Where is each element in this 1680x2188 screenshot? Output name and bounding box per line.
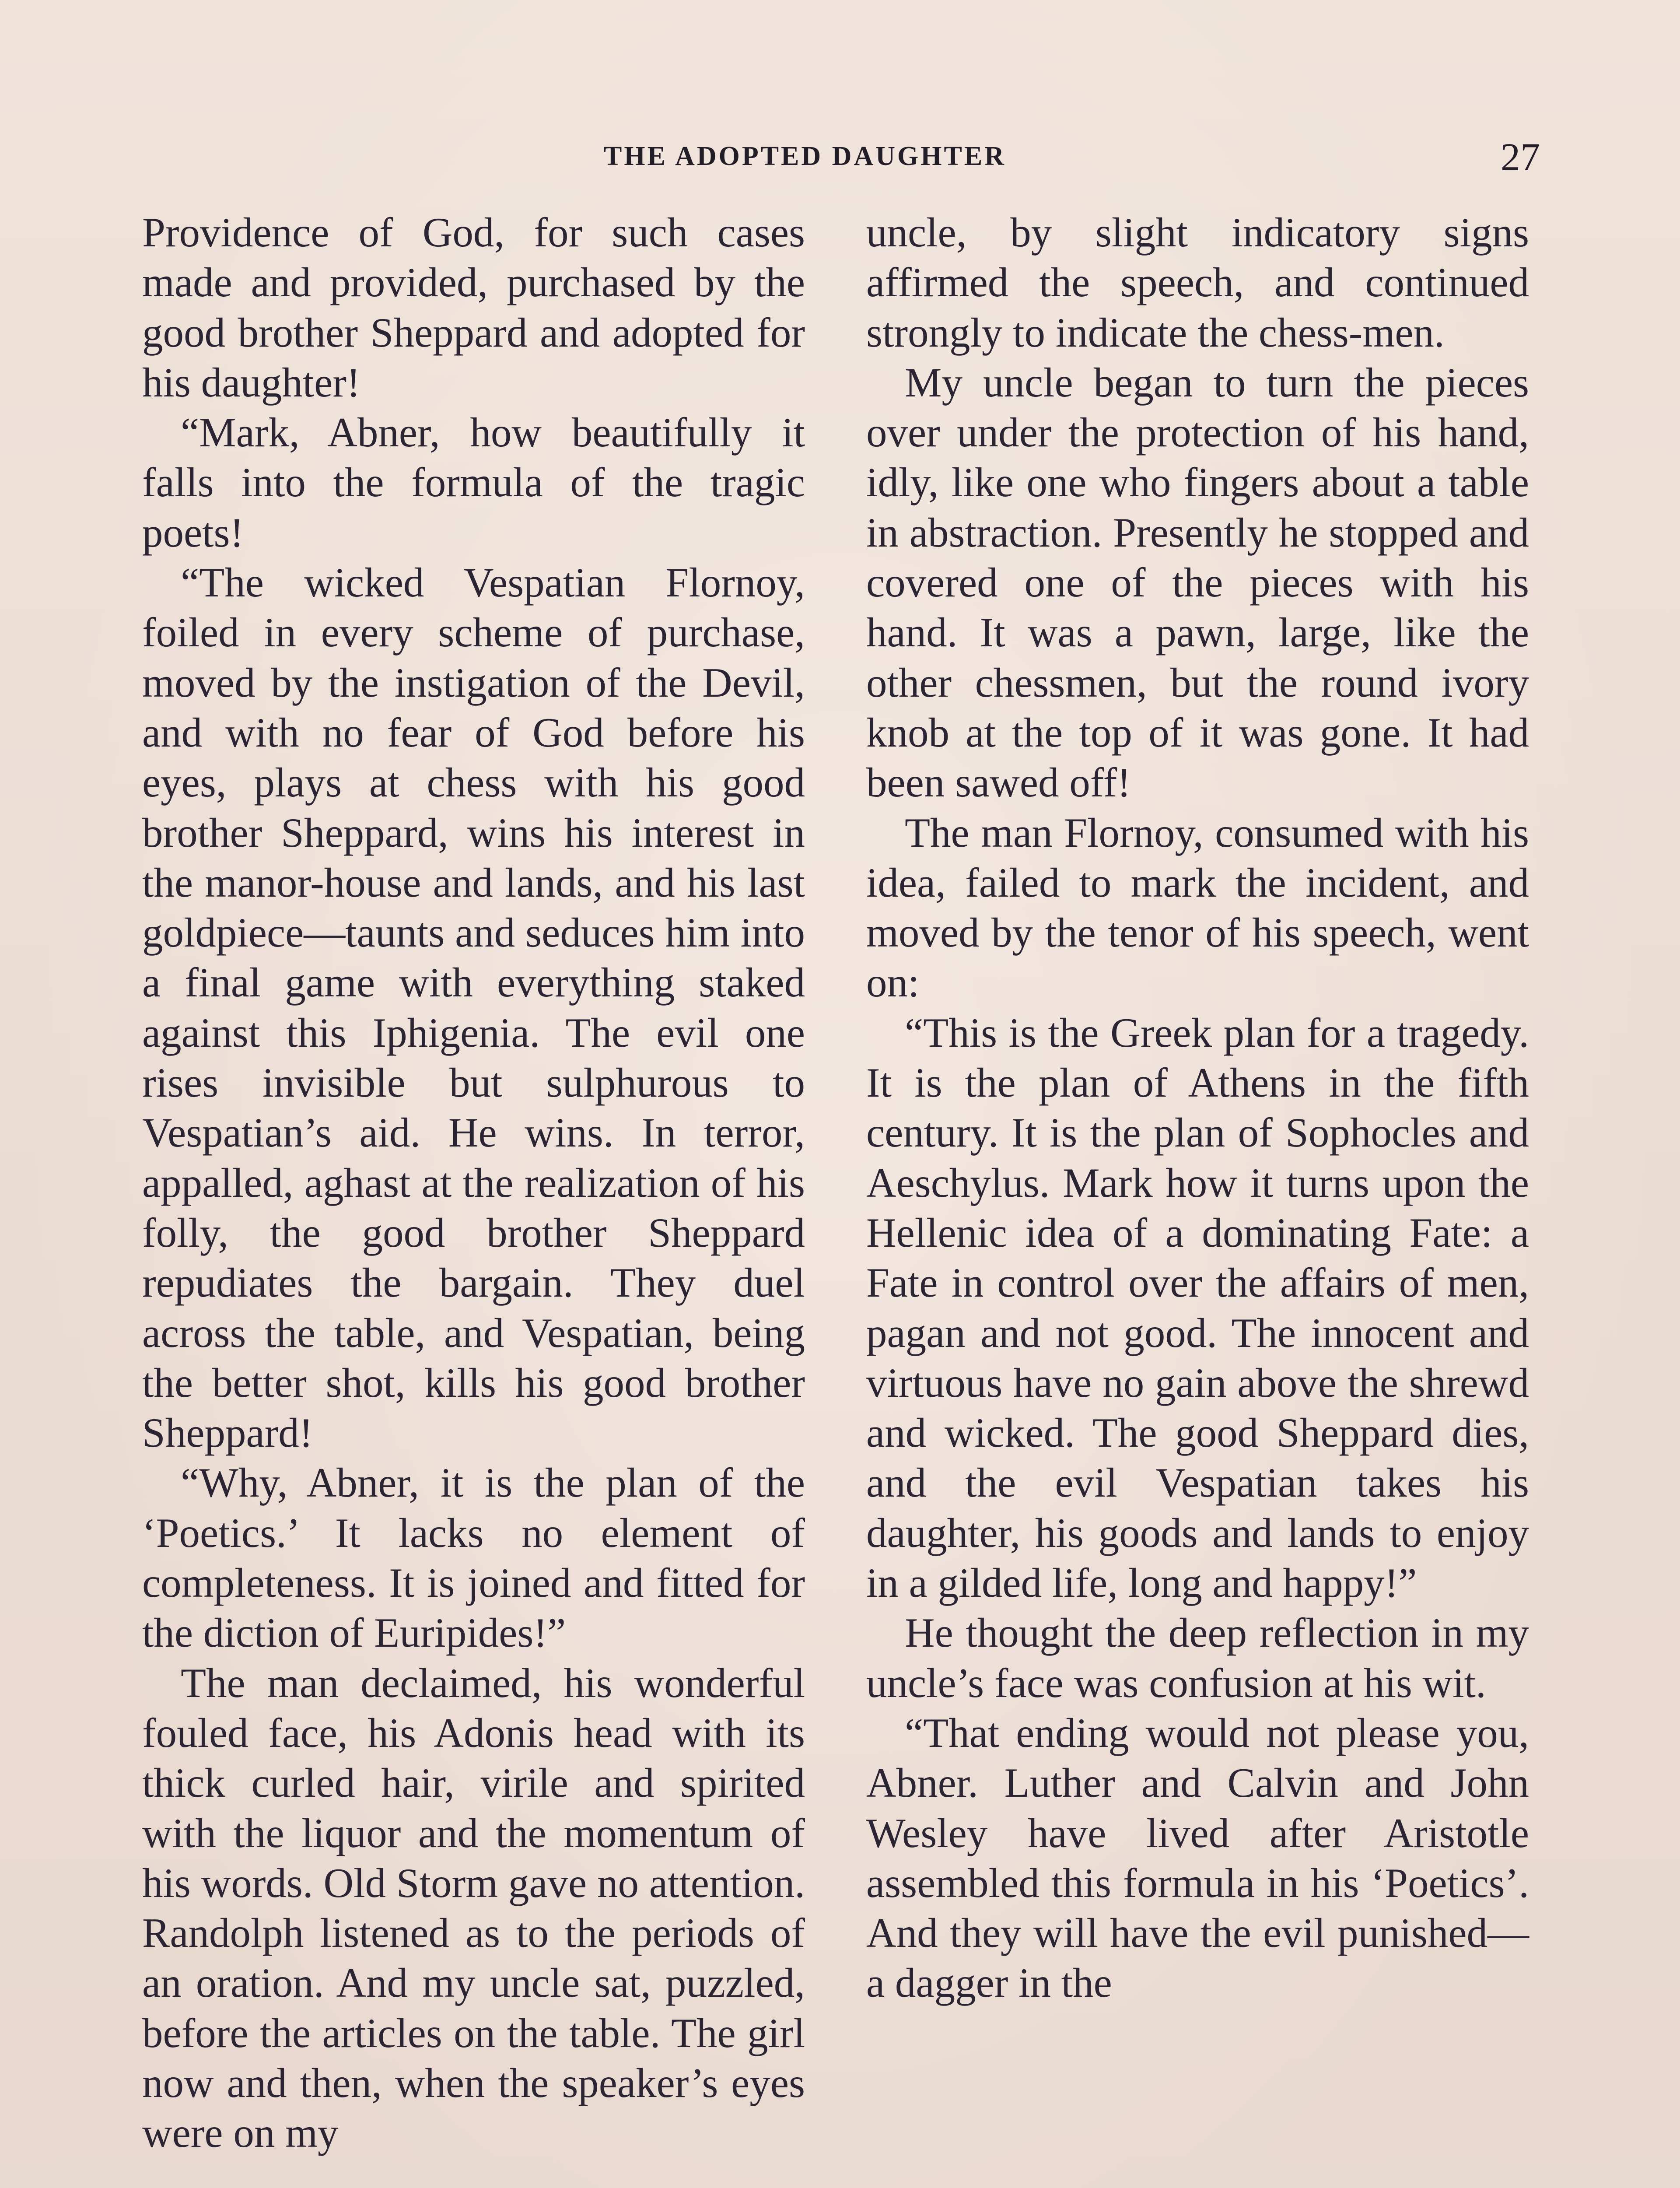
paragraph: My uncle began to turn the pieces over under the protection of his hand, idly, like one who fingers about a table in abstraction. Presently he stopped and covered one of the pieces with his hand. It was a pawn, large, like the other chessmen, but the round ivory knob at the top of it was gone. It had been sawed off!: [866, 359, 1529, 806]
paragraph: He thought the deep reflection in my uncle’s face was confusion at his wit.: [866, 1609, 1529, 1706]
running-title: THE ADOPTED DAUGHTER: [604, 141, 1006, 171]
left-column: [142, 207, 805, 2158]
right-column: [866, 207, 1529, 2008]
paragraph: The man Flornoy, consumed with his idea, failed to mark the incident, and moved by the tenor of his speech, went on:: [866, 809, 1529, 1006]
paragraph: “This is the Greek plan for a tragedy. It is the plan of Athens in the fifth century. It is the plan of Sophocles and Aeschylus. Mark how it turns upon the Hellenic idea of a dominating Fate: a Fate in control over the affairs of men, pagan and not good. The innocent and virtuous have no gain above the shrewd and wicked. The good Sheppard dies, and the evil Vespatian takes his daughter, his goods and lands to enjoy in a gilded life, long and happy!”: [866, 1009, 1529, 1606]
running-head: [0, 136, 1680, 179]
page-number: 27: [1501, 136, 1540, 179]
paragraph: The man declaimed, his wonderful fouled face, his Adonis head with its thick curled hair, virile and spirited with the liquor and the momentum of his words. Old Storm gave no attention. Randolph listened as to the periods of an oration. And my uncle sat, puzzled, before the articles on the table. The girl now and then, when the speaker’s eyes were on my: [142, 1659, 805, 2156]
paragraph: “The wicked Vespatian Flornoy, foiled in every scheme of purchase, moved by the instigation of the Devil, and with no fear of God before his eyes, plays at chess with his good brother Sheppard, wins his interest in the manor-house and lands, and his last goldpiece—taunts and seduces him into a final game with everything staked against this Iphigenia. The evil one rises invisible but sulphurous to Vespatian’s aid. He wins. In terror, appalled, aghast at the realization of his folly, the good brother Sheppard repudiates the bargain. They duel across the table, and Vespatian, being the better shot, kills his good brother Sheppard!: [142, 559, 805, 1456]
paragraph: uncle, by slight indicatory signs affirmed the speech, and continued strongly to indicate the chess-men.: [866, 209, 1529, 356]
paragraph: “That ending would not please you, Abner. Luther and Calvin and John Wesley have lived after Aristotle assembled this formula in his ‘Poetics’. And they will have the evil punished—a dagger in the: [866, 1709, 1529, 2006]
paragraph: “Why, Abner, it is the plan of the ‘Poetics.’ It lacks no element of completeness. It is joined and fitted for the diction of Euripides!”: [142, 1459, 805, 1656]
paragraph: Providence of God, for such cases made and provided, purchased by the good brother Sheppard and adopted for his daughter!: [142, 209, 805, 406]
paragraph: “Mark, Abner, how beautifully it falls into the formula of the tragic poets!: [142, 409, 805, 556]
